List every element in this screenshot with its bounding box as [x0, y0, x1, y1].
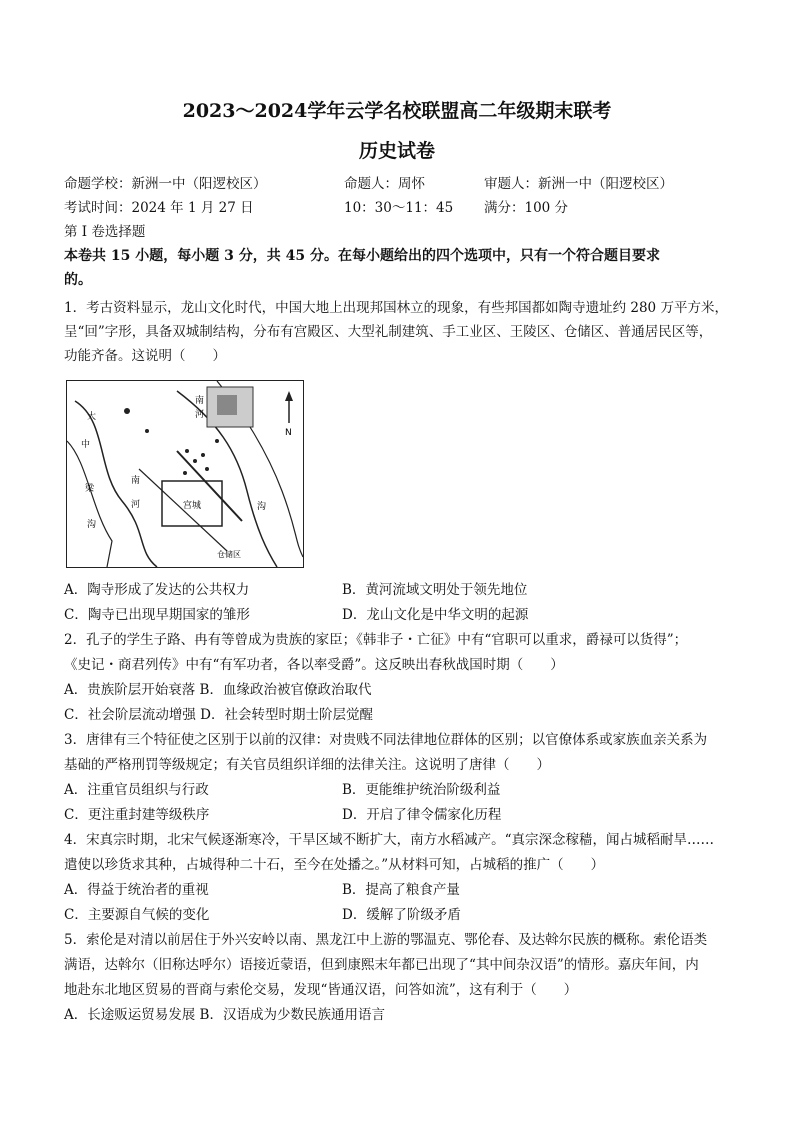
q1-option-b[interactable]: B．黄河流域文明处于领先地位 — [342, 582, 528, 598]
q5-stem-line-1: 5．索伦是对清以前居住于外兴安岭以南、黑龙江中上游的鄂温克、鄂伦春、及达斡尔民族的概称。索伦语类 — [64, 932, 708, 948]
q2-stem-line-1: 2．孔子的学生子路、冉有等曾成为贵族的家臣；《韩非子・亡征》中有“官职可以重求，爵禄可以货得”； — [64, 632, 688, 648]
q2-options-ab[interactable]: A．贵族阶层开始衰落 B．血缘政治被官僚政治取代 — [64, 682, 372, 698]
q1-option-d[interactable]: D．龙山文化是中华文明的起源 — [342, 607, 529, 623]
map-label-liang: 梁 — [85, 484, 95, 494]
q5-options-ab[interactable]: A．长途贩运贸易发展 B．汉语成为少数民族通用语言 — [64, 1007, 385, 1023]
exam-info-row-2 — [64, 196, 744, 220]
taosi-site-map — [66, 380, 304, 568]
info-school: 命题学校：新洲一中（阳逻校区） — [64, 176, 267, 192]
q4-options-row-2 — [64, 903, 744, 927]
q4-stem-line-1: 4．宋真宗时期，北宋气候逐渐寒冷，干旱区域不断扩大，南方水稻减产。“真宗深念稼穑，闻占城稻耐旱…… — [64, 832, 714, 848]
q4-option-c[interactable]: C．主要源自气候的变化 — [64, 907, 210, 923]
info-reviewer: 审题人：新洲一中（阳逻校区） — [484, 176, 673, 192]
palace-label: 宫城 — [183, 501, 202, 511]
q1-stem-line-2: 呈“回”字形，具备双城制结构，分布有宫殿区、大型礼制建筑、手工业区、王陵区、仓储区、普通居民区等， — [64, 324, 713, 340]
section-label: 第 I 卷选择题 — [64, 224, 146, 240]
q2-stem-line-2: 《史记・商君列传》中有“有军功者，各以率受爵”。这反映出春秋战国时期（ ） — [64, 657, 564, 673]
village-inner — [217, 395, 237, 415]
q3-option-a[interactable]: A．注重官员组织与行政 — [64, 782, 209, 798]
q2-options-cd[interactable]: C．社会阶层流动增强 D．社会转型时期士阶层觉醒 — [64, 707, 373, 723]
q3-stem-line-1: 3．唐律有三个特征使之区别于以前的汉律：对贵贱不同法律地位群体的区别；以官僚体系或家族血亲关系为 — [64, 732, 708, 748]
map-label-gou: 沟 — [87, 520, 97, 530]
map-label-nan: 南 — [195, 396, 205, 406]
q1-option-c[interactable]: C．陶寺已出现早期国家的雏形 — [64, 607, 250, 623]
q1-option-a[interactable]: A．陶寺形成了发达的公共权力 — [64, 582, 250, 598]
info-date: 考试时间：2024 年 1 月 27 日 — [64, 200, 254, 216]
q3-options-row-2 — [64, 803, 744, 827]
q3-option-c[interactable]: C．更注重封建等级秩序 — [64, 807, 210, 823]
info-time: 10：30～11：45 — [344, 200, 454, 216]
q4-option-a[interactable]: A．得益于统治者的重视 — [64, 882, 209, 898]
q3-option-b[interactable]: B．更能维护统治阶级利益 — [342, 782, 501, 798]
exam-title: 2023～2024学年云学名校联盟高二年级期末联考 — [182, 100, 612, 122]
q1-stem-line-1: 1．考古资料显示，龙山文化时代，中国大地上出现邦国林立的现象，有些邦国都如陶寺遗址约 280 万平方米， — [64, 300, 728, 316]
north-label: N — [285, 428, 292, 438]
q1-options-row-2 — [64, 603, 744, 627]
info-score: 满分：100 分 — [484, 200, 569, 216]
map-label-da: 大 — [87, 412, 97, 422]
map-label-warehouse: 仓储区 — [217, 550, 241, 559]
q4-options-row-1 — [64, 878, 744, 902]
q4-stem-line-2: 遣使以珍货求其种，占城得种二十石，至今在处播之。”从材料可知，占城稻的推广（ ） — [64, 857, 605, 873]
map-label-zhong: 中 — [81, 440, 91, 450]
section-instruction-line-1: 本卷共 15 小题，每小题 3 分，共 45 分。在每小题给出的四个选项中，只有一个符合题目要求 — [64, 248, 660, 264]
q4-option-d[interactable]: D．缓解了阶级矛盾 — [342, 907, 461, 923]
section-instruction-line-2: 的。 — [64, 272, 92, 288]
q1-stem-line-3: 功能齐备。这说明（ ） — [64, 348, 226, 364]
q5-stem-line-2: 满语，达斡尔（旧称达呼尔）语接近蒙语，但到康熙末年都已出现了“其中间杂汉语”的情形。嘉庆年间，内 — [64, 957, 699, 973]
map-label-gou-2: 沟 — [257, 502, 267, 512]
map-label-he-2: 河 — [131, 500, 141, 510]
q3-options-row-1 — [64, 778, 744, 802]
map-label-he: 河 — [195, 410, 205, 420]
map-label-nan-2: 南 — [131, 476, 141, 486]
q3-stem-line-2: 基础的严格刑罚等级规定；有关官员组织详细的法律关注。这说明了唐律（ ） — [64, 757, 550, 773]
q1-options-row-1 — [64, 578, 744, 602]
q4-option-b[interactable]: B．提高了粮食产量 — [342, 882, 460, 898]
info-setter: 命题人：周怀 — [344, 176, 425, 192]
river-left-2 — [67, 441, 112, 567]
q5-stem-line-3: 地赴东北地区贸易的晋商与索伦交易，发现“皆通汉语，问答如流”，这有利于（ ） — [64, 982, 578, 998]
exam-info-row-1 — [64, 172, 744, 196]
map-drawing — [67, 381, 303, 567]
exam-subject: 历史试卷 — [358, 140, 435, 162]
q3-option-d[interactable]: D．开启了律令儒家化历程 — [342, 807, 502, 823]
